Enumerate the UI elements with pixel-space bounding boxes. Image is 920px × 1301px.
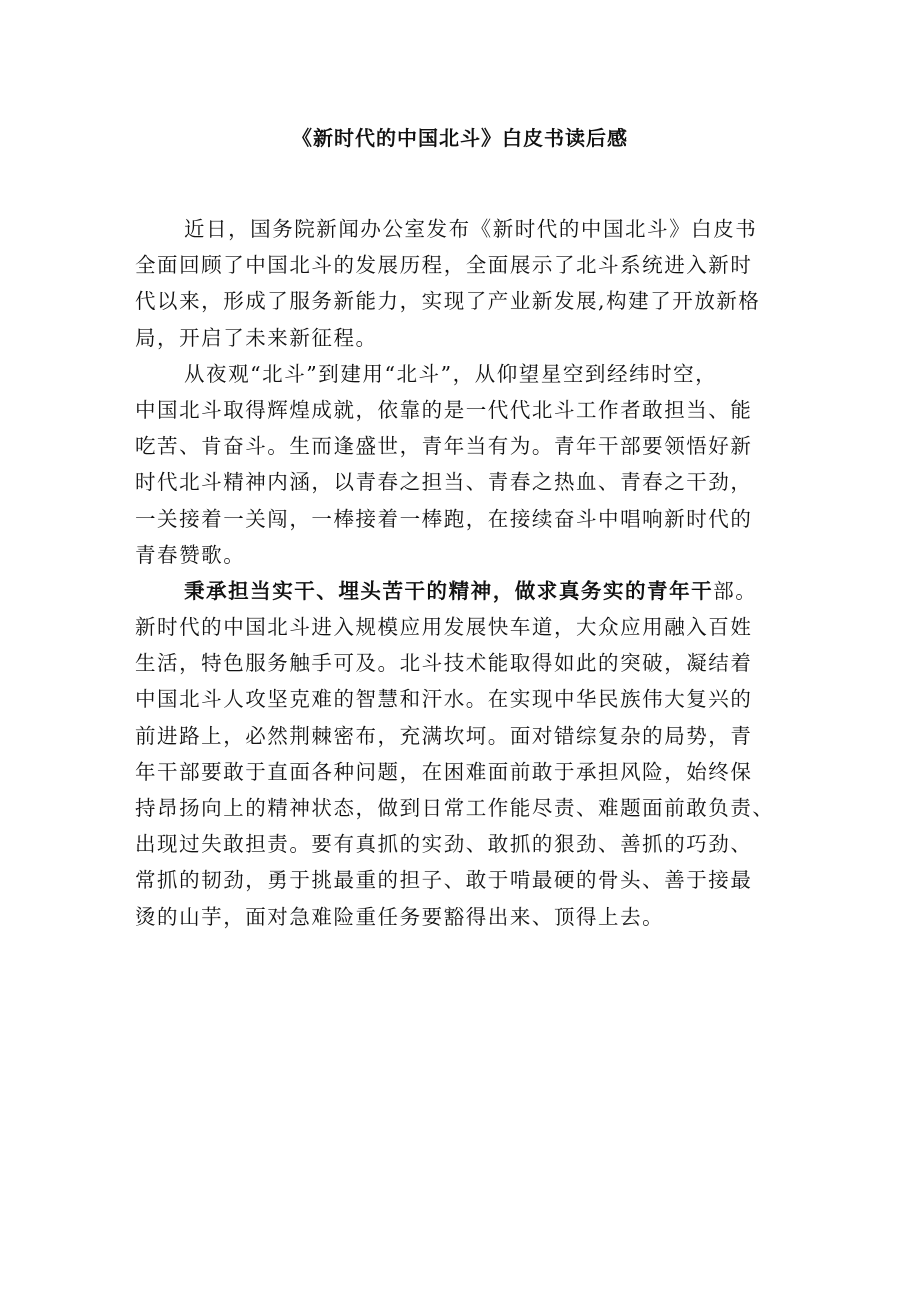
paragraph-line: 吃苦、肯奋斗。生而逢盛世，青年当有为。青年干部要领悟好新: [135, 434, 753, 459]
paragraph-line: 近日，国务院新闻办公室发布《新时代的中国北斗》白皮书: [184, 217, 758, 241]
paragraph-line: 青春赞歌。: [135, 542, 246, 567]
paragraph-line: 烫的山芋，面对急难险重任务要豁得出来、顶得上去。: [135, 904, 665, 929]
section-heading-line: [135, 573, 795, 609]
paragraph-3: [135, 573, 795, 935]
paragraph-line: 出现过失敢担责。要有真抓的实劲、敢抓的狠劲、善抓的巧劲、: [135, 832, 753, 857]
paragraph-line: 常抓的韧劲，勇于挑最重的担子、敢于啃最硬的骨头、善于接最: [135, 868, 753, 893]
paragraph-line: 前进路上，必然荆棘密布，充满坎坷。面对错综复杂的局势，青: [135, 723, 753, 748]
paragraph-line: 从夜观“北斗”到建用“北斗”，从仰望星空到经纬时空，: [184, 361, 718, 386]
document-body: [135, 211, 795, 935]
paragraph-line: 中国北斗取得辉煌成就，依靠的是一代代北斗工作者敢担当、能: [135, 397, 753, 422]
paragraph-2: [135, 356, 795, 573]
section-heading-bold: 秉承担当实干、埋头苦干的精神，做求真务实的青年干: [184, 578, 714, 603]
paragraph-line: 时代北斗精神内涵，以青春之担当、青春之热血、青春之干劲，: [135, 470, 753, 495]
paragraph-line: 生活，特色服务触手可及。北斗技术能取得如此的突破，凝结着: [135, 651, 753, 676]
paragraph-line: 年干部要敢于直面各种问题，在困难面前敢于承担风险，始终保: [135, 759, 753, 784]
document-title: 《新时代的中国北斗》白皮书读后感: [292, 126, 628, 150]
section-heading-rest: 部。: [713, 578, 758, 603]
paragraph-line: 局，开启了未来新征程。: [135, 325, 378, 350]
paragraph-line: 中国北斗人攻坚克难的智慧和汗水。在实现中华民族伟大复兴的: [135, 687, 753, 712]
paragraph-line: 一关接着一关闯，一棒接着一棒跑，在接续奋斗中唱响新时代的: [135, 506, 753, 531]
paragraph-1: [135, 211, 795, 356]
paragraph-line: 新时代的中国北斗进入规模应用发展快车道，大众应用融入百姓: [135, 615, 753, 640]
paragraph-line: 全面回顾了中国北斗的发展历程，全面展示了北斗系统进入新时: [135, 253, 753, 278]
paragraph-line: 代以来，形成了服务新能力，实现了产业新发展,构建了开放新格: [135, 289, 761, 314]
paragraph-line: 持昂扬向上的精神状态，做到日常工作能尽责、难题面前敢负责、: [135, 796, 775, 820]
